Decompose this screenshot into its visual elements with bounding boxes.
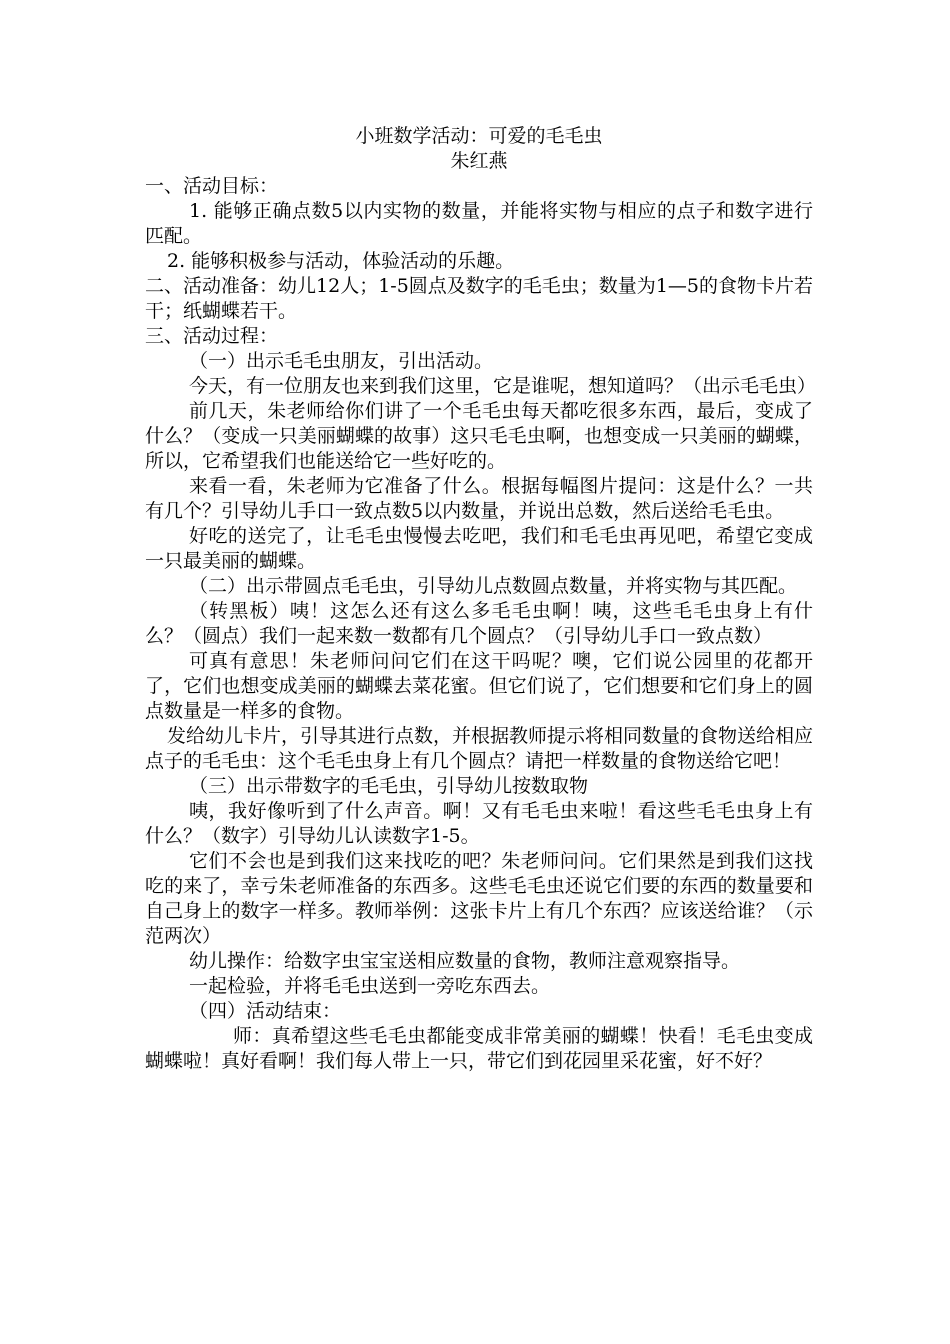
step1-heading: （一）出示毛毛虫朋友，引出活动。 [189, 350, 494, 372]
step1-paragraph: 来看一看，朱老师为它准备了什么。根据每幅图片提问：这是什么？一共有几个？引导幼儿手口一致点数5以内数量，并说出总数，然后送给毛毛虫。 [145, 475, 813, 522]
process-heading: 三、活动过程： [145, 325, 279, 347]
step3-paragraph: 它们不会也是到我们这来找吃的吧？朱老师问问。它们果然是到我们这找吃的来了，幸亏朱老师准备的东西多。这些毛毛虫还说它们要的东西的数量要和自己身上的数字一样多。教师举例：这张卡片上有几个东西？应该送给谁？（示范两次） [145, 850, 813, 947]
goals-heading: 一、活动目标： [145, 175, 279, 197]
step4-paragraph: 师：真希望这些毛毛虫都能变成非常美丽的蝴蝶！快看！毛毛虫变成蝴蝶啦！真好看啊！我们每人带上一只，带它们到花园里采花蜜，好不好？ [145, 1025, 813, 1072]
document-body [145, 124, 817, 1074]
author-name: 朱红燕 [450, 150, 508, 172]
step2-paragraph: （转黑板）咦！这怎么还有这么多毛毛虫啊！咦，这些毛毛虫身上有什么？（圆点）我们一起来数一数都有几个圆点？（引导幼儿手口一致点数） [145, 600, 813, 647]
step3-heading: （三）出示带数字的毛毛虫，引导幼儿按数取物 [189, 775, 589, 797]
goal-item-2: 2. 能够积极参与活动，体验活动的乐趣。 [167, 250, 515, 272]
step1-paragraph: 好吃的送完了，让毛毛虫慢慢去吃吧，我们和毛毛虫再见吧，希望它变成一只最美丽的蝴蝶。 [145, 525, 813, 572]
step2-heading: （二）出示带圆点毛毛虫，引导幼儿点数圆点数量，并将实物与其匹配。 [189, 575, 798, 597]
page-title: 小班数学活动：可爱的毛毛虫 [355, 125, 603, 147]
step1-paragraph: 今天，有一位朋友也来到我们这里，它是谁呢，想知道吗？（出示毛毛虫） [189, 375, 817, 397]
step3-paragraph: 咦，我好像听到了什么声音。啊！又有毛毛虫来啦！看这些毛毛虫身上有什么？（数字）引导幼儿认读数字1-5。 [145, 800, 813, 847]
preparation-paragraph: 二、活动准备：幼儿12人；1-5圆点及数字的毛毛虫；数量为1—5的食物卡片若干；纸蝴蝶若干。 [145, 275, 813, 322]
step2-paragraph: 发给幼儿卡片，引导其进行点数，并根据教师提示将相同数量的食物送给相应点子的毛毛虫：这个毛毛虫身上有几个圆点？请把一样数量的食物送给它吧！ [145, 725, 814, 772]
goal-item-1: 1. 能够正确点数5以内实物的数量，并能将实物与相应的点子和数字进行匹配。 [145, 200, 813, 247]
step3-paragraph: 幼儿操作：给数字虫宝宝送相应数量的食物，教师注意观察指导。 [189, 950, 741, 972]
step1-paragraph: 前几天，朱老师给你们讲了一个毛毛虫每天都吃很多东西，最后，变成了什么？（变成一只美丽蝴蝶的故事）这只毛毛虫啊，也想变成一只美丽的蝴蝶，所以，它希望我们也能送给它一些好吃的。 [145, 400, 813, 472]
step3-paragraph: 一起检验，并将毛毛虫送到一旁吃东西去。 [189, 975, 551, 997]
step2-paragraph: 可真有意思！朱老师问问它们在这干吗呢？噢，它们说公园里的花都开了，它们也想变成美丽的蝴蝶去菜花蜜。但它们说了，它们想要和它们身上的圆点数量是一样多的食物。 [145, 650, 813, 722]
step4-heading: （四）活动结束： [189, 1000, 342, 1022]
